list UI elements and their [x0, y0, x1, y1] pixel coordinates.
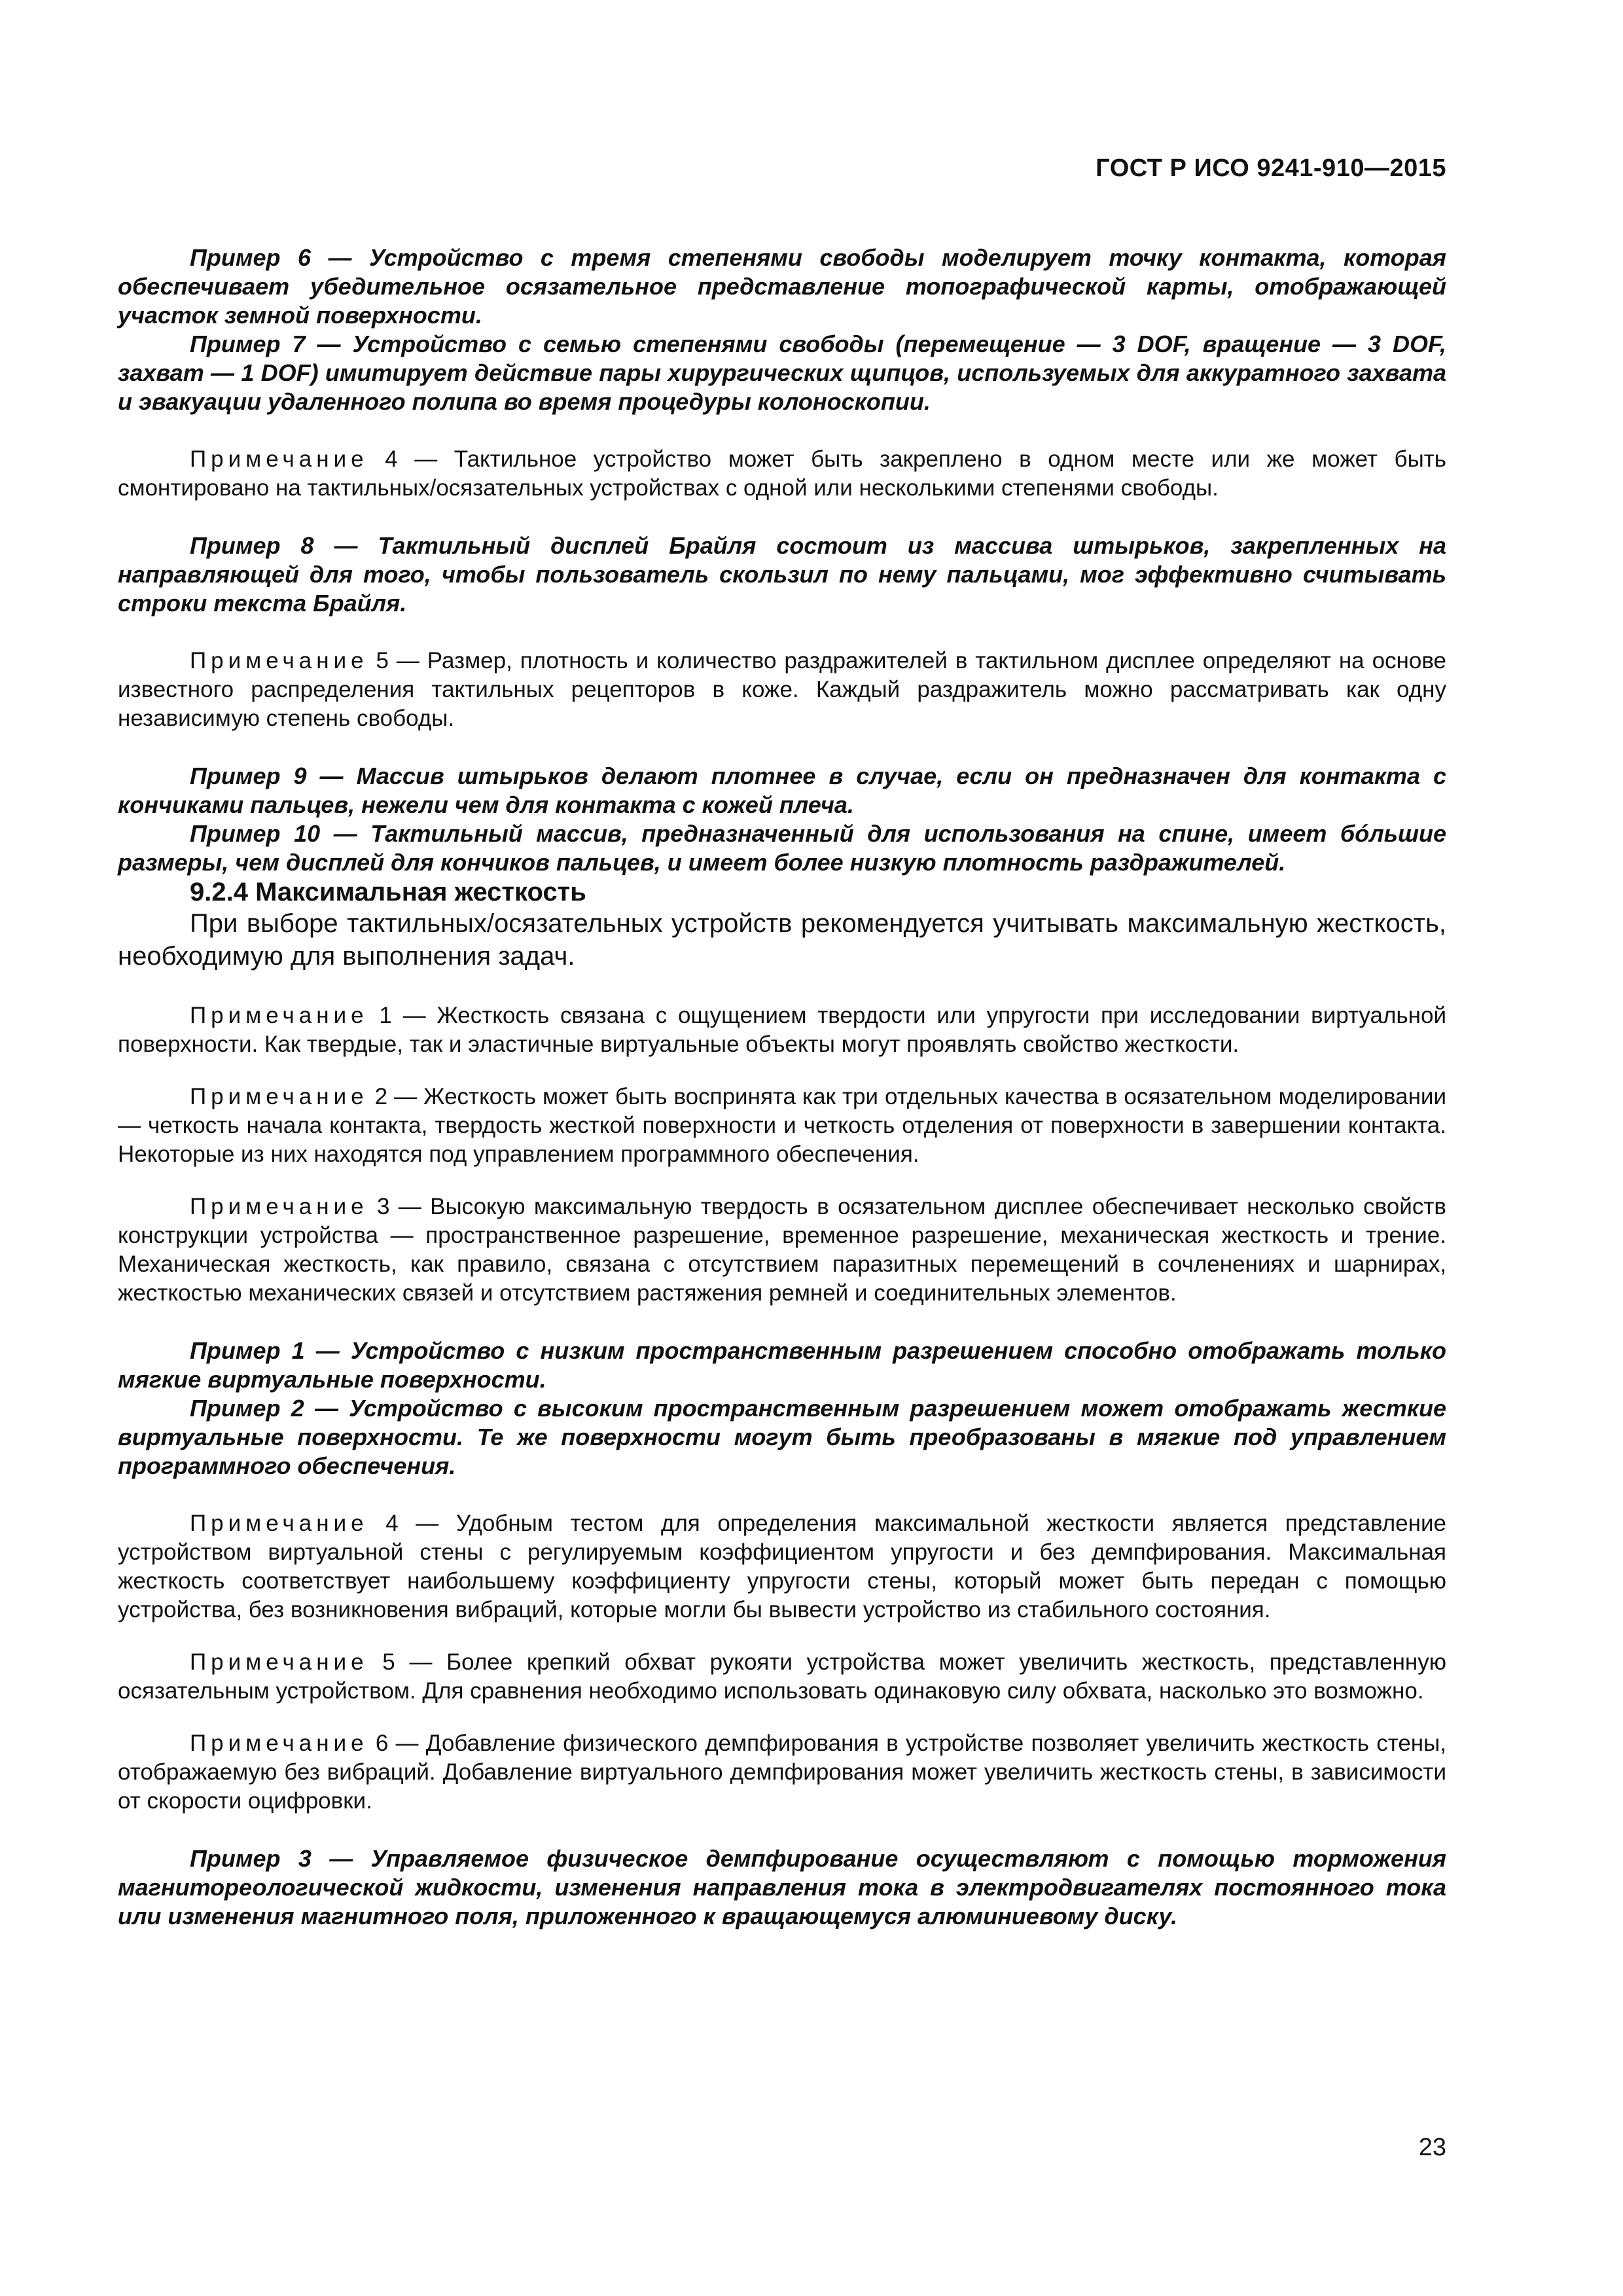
note-a4: [118, 445, 1446, 503]
page-number: 23: [1418, 2134, 1446, 2161]
note-label: Примечание: [190, 1731, 368, 1756]
note-b2: [118, 1083, 1446, 1169]
note-b6: [118, 1729, 1446, 1816]
note-text: 4 — Удобным тестом для определения максимальной жесткости является представление устройством виртуальной стены с регулируемым коэффициентом упругости и без демпфирования. Максимальная жесткость соответствует наибольшему коэффициенту упругости стены, который может быть передан с помощью устройства, без возникновения вибраций, которые могли бы вывести устройство из стабильного состояния.: [118, 1511, 1446, 1623]
note-label: Примечание: [190, 1084, 368, 1109]
example-10: Пример 10 — Тактильный массив, предназначенный для использования на спине, имеет бóльшие размеры, чем дисплей для кончиков пальцев, и имеет более низкую плотность раздражителей.: [118, 820, 1446, 876]
section-body: При выборе тактильных/осязательных устройств рекомендуется учитывать максимальную жесткость, необходимую для выполнения задач.: [118, 909, 1446, 971]
note-text: 4 — Тактильное устройство может быть закреплено в одном месте или же может быть смонтировано на тактильных/осязательных устройствах с одной или несколькими степенями свободы.: [118, 446, 1446, 501]
note-text: 5 — Размер, плотность и количество раздражителей в тактильном дисплее определяют на основе известного распределения тактильных рецепторов в коже. Каждый раздражитель можно рассматривать как одну независимую степень свободы.: [118, 648, 1446, 731]
note-label: Примечание: [190, 1649, 368, 1675]
note-b5: [118, 1648, 1446, 1706]
note-b1: [118, 1001, 1446, 1059]
example-b1: Пример 1 — Устройство с низким пространственным разрешением способно отображать только мягкие виртуальные поверхности.: [118, 1337, 1446, 1393]
note-text: 1 — Жесткость связана с ощущением твердости или упругости при исследовании виртуальной поверхности. Как твердые, так и эластичные виртуальные объекты могут проявлять свойство жесткости.: [118, 1003, 1446, 1057]
example-8: Пример 8 — Тактильный дисплей Брайля состоит из массива штырьков, закрепленных на направляющей для того, чтобы пользователь скользил по нему пальцами, мог эффективно считывать строки текста Брайля.: [118, 532, 1446, 617]
note-text: 5 — Более крепкий обхват рукояти устройства может увеличить жесткость, представленную осязательным устройством. Для сравнения необходимо использовать одинаковую силу обхвата, насколько это возможно.: [118, 1649, 1446, 1704]
note-label: Примечание: [190, 1194, 368, 1219]
note-a5: [118, 647, 1446, 733]
section-title: 9.2.4 Максимальная жесткость: [190, 878, 586, 906]
note-text: 2 — Жесткость может быть воспринята как три отдельных качества в осязательном моделировании — четкость начала контакта, твердость жесткой поверхности и четкость отделения от поверхности в завершении контакта. Некоторые из них находятся под управлением программного обеспечения.: [118, 1084, 1446, 1167]
note-b3: [118, 1193, 1446, 1308]
example-6: Пример 6 — Устройство с тремя степенями свободы моделирует точку контакта, которая обеспечивает убедительное осязательное представление топографической карты, отображающей участок земной поверхности.: [118, 244, 1446, 329]
example-7: Пример 7 — Устройство с семью степенями свободы (перемещение — 3 DOF, вращение — 3 DOF, захват — 1 DOF) имитирует действие пары хирургических щипцов, используемых для аккуратного захвата и эвакуации удаленного полипа во время процедуры колоноскопии.: [118, 331, 1446, 415]
note-b4: [118, 1509, 1446, 1624]
document-header: ГОСТ Р ИСО 9241-910—2015: [1096, 154, 1446, 182]
note-label: Примечание: [190, 648, 368, 673]
note-text: 3 — Высокую максимальную твердость в осязательном дисплее обеспечивает несколько свойств конструкции устройства — пространственное разрешение, временное разрешение, механическая жесткость и трение. Механическая жесткость, как правило, связана с отсутствием паразитных перемещений в сочленениях и шарнирах, жесткостью механических связей и отсутствием растяжения ремней и соединительных элементов.: [118, 1194, 1446, 1306]
page-content: [118, 243, 1446, 1931]
example-b3: Пример 3 — Управляемое физическое демпфирование осуществляют с помощью торможения магнитореологической жидкости, изменения направления тока в электродвигателях постоянного тока или изменения магнитного поля, приложенного к вращающемуся алюминиевому диску.: [118, 1845, 1446, 1929]
note-label: Примечание: [190, 446, 368, 472]
note-label: Примечание: [190, 1511, 368, 1536]
note-label: Примечание: [190, 1003, 368, 1028]
note-text: 6 — Добавление физического демпфирования в устройстве позволяет увеличить жесткость стены, отображаемую без вибраций. Добавление виртуального демпфирования может увеличить жесткость стены, в зависимости от скорости оцифровки.: [118, 1731, 1446, 1814]
example-9: Пример 9 — Массив штырьков делают плотнее в случае, если он предназначен для контакта с кончиками пальцев, нежели чем для контакта с кожей плеча.: [118, 762, 1446, 818]
example-b2: Пример 2 — Устройство с высоким пространственным разрешением может отображать жесткие виртуальные поверхности. Те же поверхности могут быть преобразованы в мягкие под управлением программного обеспечения.: [118, 1395, 1446, 1479]
